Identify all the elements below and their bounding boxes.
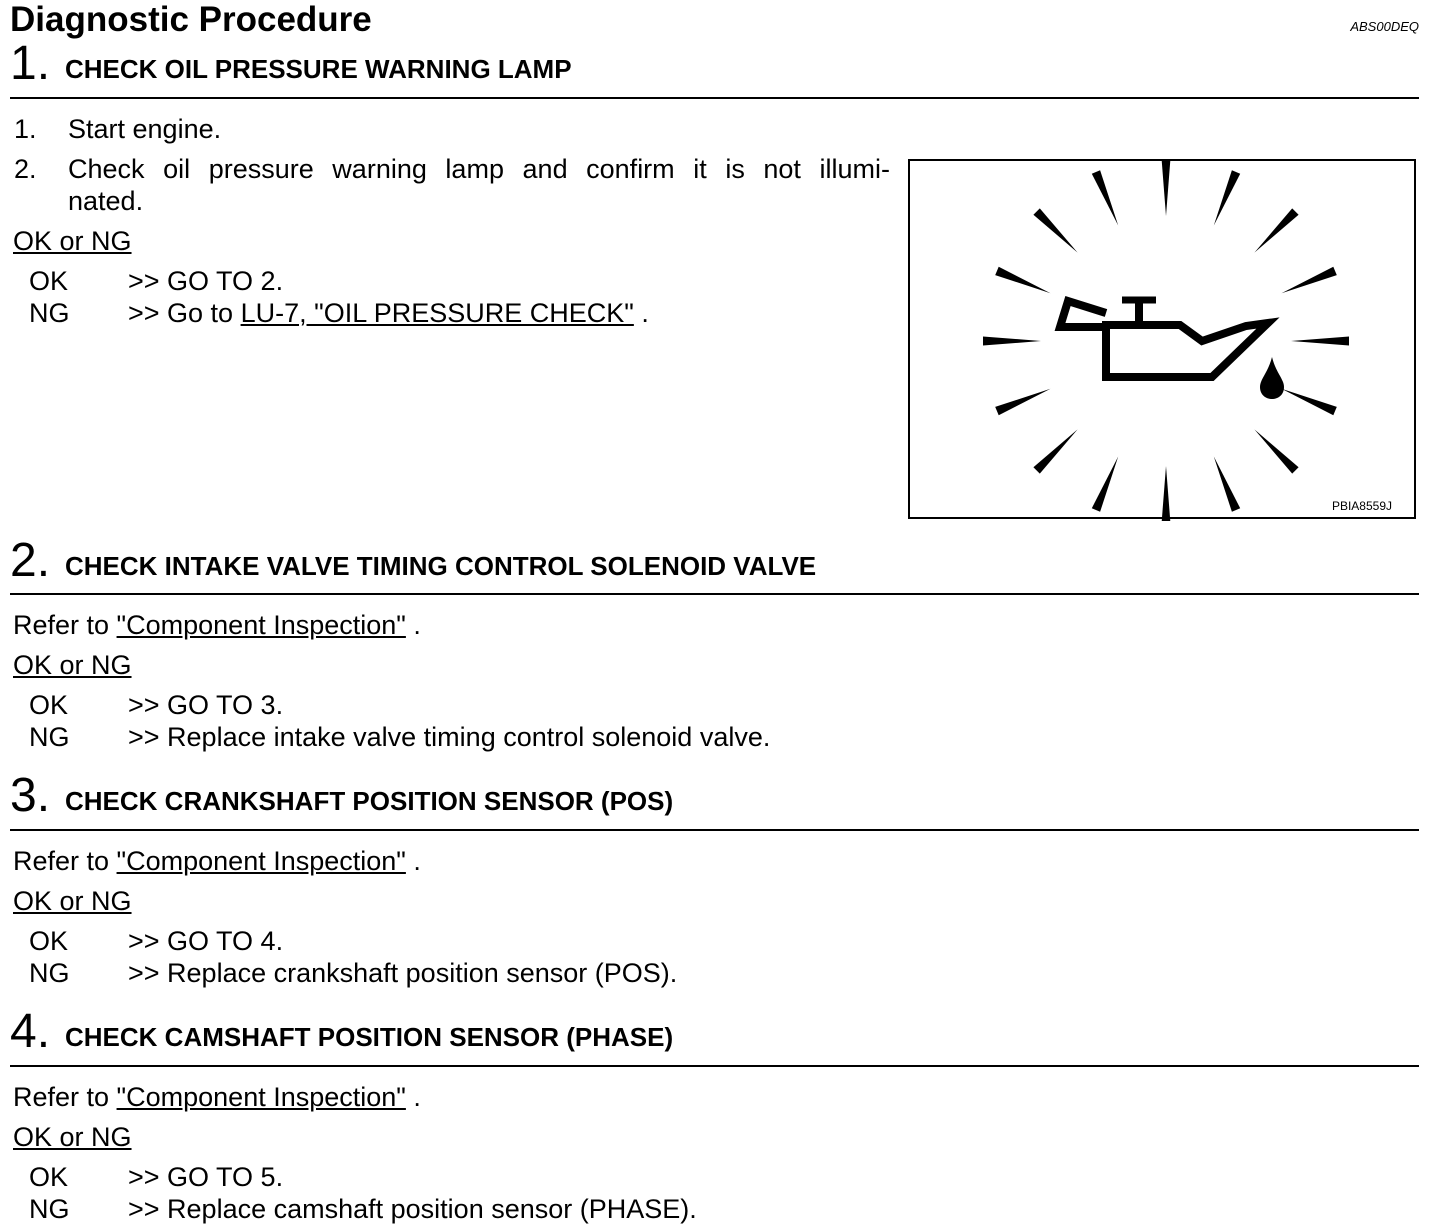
refer-text	[13, 1081, 421, 1113]
ok-label: OK	[29, 266, 69, 296]
step-title: CHECK CAMSHAFT POSITION SENSOR (PHASE)	[65, 1022, 674, 1052]
component-inspection-link[interactable]: "Component Inspection"	[116, 846, 406, 876]
ok-label: OK	[29, 690, 69, 720]
section-divider	[10, 593, 1419, 595]
ok-or-ng-heading: OK or NG	[13, 226, 132, 256]
section-divider	[10, 829, 1419, 831]
ng-action-suffix: .	[633, 298, 649, 328]
lamp-ray	[1254, 208, 1298, 252]
component-inspection-link[interactable]: "Component Inspection"	[116, 610, 406, 640]
ok-label: OK	[29, 1162, 69, 1192]
ng-action: >> Replace camshaft position sensor (PHASE).	[128, 1194, 697, 1224]
refer-suffix: .	[405, 846, 421, 876]
ng-label: NG	[29, 722, 70, 752]
step-number: 4.	[10, 1005, 51, 1058]
step-title: CHECK CRANKSHAFT POSITION SENSOR (POS)	[65, 786, 674, 816]
ok-action: >> GO TO 2.	[128, 266, 284, 296]
ok-action: >> GO TO 5.	[128, 1162, 284, 1192]
ok-or-ng-heading: OK or NG	[13, 1122, 132, 1152]
lamp-ray	[1033, 208, 1077, 252]
ng-action: >> Replace intake valve timing control solenoid valve.	[128, 722, 771, 752]
component-inspection-link[interactable]: "Component Inspection"	[116, 1082, 406, 1112]
ng-action: >> Replace crankshaft position sensor (POS).	[128, 958, 678, 988]
list-item-text: Check oil pressure warning lamp and confirm it is not illumi-	[68, 154, 890, 184]
ng-label: NG	[29, 298, 70, 328]
lamp-ray	[995, 389, 1050, 415]
step-number: 1.	[10, 37, 51, 90]
oil-pressure-warning-lamp-figure	[908, 159, 1416, 519]
lamp-ray	[1214, 457, 1240, 512]
refer-text	[13, 845, 421, 877]
refer-prefix: Refer to	[13, 846, 117, 876]
list-item-text: Start engine.	[68, 114, 222, 144]
step-title: CHECK OIL PRESSURE WARNING LAMP	[65, 54, 572, 84]
oil-pressure-check-link[interactable]: LU-7, "OIL PRESSURE CHECK"	[240, 298, 634, 328]
lamp-ray	[1162, 466, 1171, 521]
list-item-number: 1.	[14, 114, 37, 144]
refer-suffix: .	[405, 610, 421, 640]
lamp-ray	[1214, 170, 1240, 225]
step-number: 2.	[10, 534, 51, 587]
refer-suffix: .	[405, 1082, 421, 1112]
refer-text	[13, 609, 421, 641]
ok-or-ng-heading: OK or NG	[13, 650, 132, 680]
figure-code: PBIA8559J	[1331, 499, 1392, 513]
lamp-ray	[1291, 337, 1349, 346]
ng-label: NG	[29, 958, 70, 988]
step-number: 3.	[10, 769, 51, 822]
ng-action-prefix: >> Go to	[128, 298, 241, 328]
lamp-ray	[983, 337, 1041, 346]
step-title: CHECK INTAKE VALVE TIMING CONTROL SOLENOID VALVE	[65, 551, 817, 581]
lamp-ray	[1092, 170, 1118, 225]
section-divider	[10, 97, 1419, 99]
ok-or-ng-heading: OK or NG	[13, 886, 132, 916]
ok-action: >> GO TO 4.	[128, 926, 284, 956]
section-divider	[10, 1065, 1419, 1067]
ng-action	[128, 297, 649, 329]
refer-prefix: Refer to	[13, 1082, 117, 1112]
refer-prefix: Refer to	[13, 610, 117, 640]
lamp-ray	[1033, 429, 1077, 473]
list-item-number: 2.	[14, 154, 37, 184]
ng-label: NG	[29, 1194, 70, 1224]
lamp-ray	[995, 267, 1050, 293]
ok-label: OK	[29, 926, 69, 956]
ok-action: >> GO TO 3.	[128, 690, 284, 720]
list-item-text-continued: nated.	[68, 186, 144, 216]
oil-pressure-warning-lamp-icon	[910, 161, 1418, 521]
lamp-ray	[1282, 267, 1337, 293]
lamp-ray	[1282, 389, 1337, 415]
lamp-ray	[1092, 457, 1118, 512]
lamp-ray	[1254, 429, 1298, 473]
lamp-ray	[1162, 161, 1171, 216]
page-title: Diagnostic Procedure	[10, 0, 372, 39]
document-code: ABS00DEQ	[1350, 19, 1419, 34]
